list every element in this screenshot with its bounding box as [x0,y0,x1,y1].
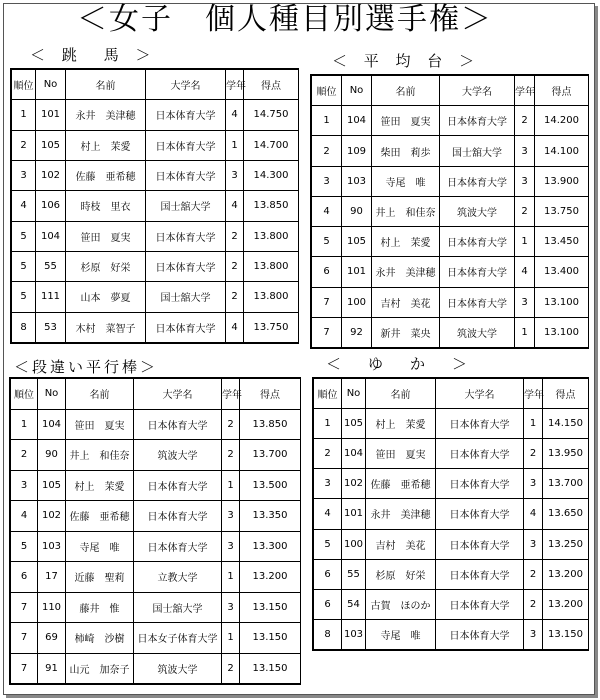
grade-cell: 1 [524,409,543,439]
university-cell: 日本体育大学 [146,251,226,281]
table-header-row [312,76,589,106]
table-row [314,619,589,649]
athlete-name-cell: 井上 和佳奈 [372,196,440,226]
scores-table [10,378,301,684]
results-table-bars [9,377,301,685]
grade-cell: 2 [515,106,535,136]
number-cell: 111 [36,282,66,312]
athlete-name-cell: 藤井 惟 [66,592,134,623]
table-row [312,106,589,136]
number-cell: 100 [342,287,372,317]
athlete-name-cell: 永井 美津穂 [372,257,440,287]
rank-cell: 5 [11,531,38,562]
score-cell: 13.150 [543,619,589,649]
university-cell: 日本体育大学 [134,531,222,562]
score-cell: 14.700 [244,130,299,160]
athlete-name-cell: 村上 茉愛 [372,227,440,257]
university-cell: 日本体育大学 [146,160,226,190]
number-cell: 92 [342,317,372,347]
score-cell: 13.950 [543,439,589,469]
score-cell: 13.700 [240,440,301,471]
rank-cell: 5 [312,227,342,257]
number-cell: 105 [38,470,66,501]
number-cell: 105 [342,227,372,257]
column-header-score: 得点 [543,379,589,409]
grade-cell: 2 [524,589,543,619]
table-row [312,196,589,226]
rank-cell: 4 [12,191,36,221]
number-cell: 105 [342,409,366,439]
university-cell: 日本体育大学 [436,559,524,589]
column-header-score: 得点 [240,379,301,410]
university-cell: 日本体育大学 [146,221,226,251]
athlete-name-cell: 時枝 里衣 [66,191,146,221]
table-row [314,499,589,529]
rank-cell: 1 [11,409,38,440]
score-cell: 13.350 [240,501,301,532]
table-row [11,501,301,532]
university-cell: 日本体育大学 [146,130,226,160]
event-title-beam: ＜ 平 均 台 ＞ [332,52,481,70]
number-cell: 104 [38,409,66,440]
score-cell: 13.900 [535,166,589,196]
rank-cell: 7 [11,623,38,654]
athlete-name-cell: 寺尾 唯 [66,531,134,562]
rank-cell: 2 [12,130,36,160]
score-cell: 13.100 [535,317,589,347]
university-cell: 日本体育大学 [134,470,222,501]
university-cell: 日本体育大学 [436,619,524,649]
rank-cell: 5 [12,282,36,312]
table-header-row [12,70,299,100]
number-cell: 101 [342,499,366,529]
column-header-athlete-name: 名前 [66,70,146,100]
rank-cell: 5 [12,251,36,281]
table-row [12,221,299,251]
rank-cell: 8 [314,619,342,649]
column-header-score: 得点 [244,70,299,100]
grade-cell: 1 [222,623,240,654]
rank-cell: 4 [11,501,38,532]
university-cell: 日本女子体育大学 [134,623,222,654]
number-cell: 100 [342,529,366,559]
score-cell: 13.250 [543,529,589,559]
grade-cell: 2 [222,440,240,471]
column-header-athlete-name: 名前 [366,379,436,409]
athlete-name-cell: 山元 加奈子 [66,653,134,684]
university-cell: 国士舘大学 [146,282,226,312]
number-cell: 55 [36,251,66,281]
score-cell: 13.100 [535,287,589,317]
grade-cell: 2 [226,221,244,251]
grade-cell: 1 [515,317,535,347]
grade-cell: 3 [524,529,543,559]
table-row [11,409,301,440]
grade-cell: 2 [515,196,535,226]
number-cell: 103 [342,166,372,196]
athlete-name-cell: 新井 菜央 [372,317,440,347]
score-cell: 13.450 [535,227,589,257]
rank-cell: 3 [312,166,342,196]
score-cell: 13.200 [240,562,301,593]
column-header-university: 大学名 [436,379,524,409]
athlete-name-cell: 杉原 好栄 [366,559,436,589]
score-cell: 13.150 [240,623,301,654]
column-header-rank: 順位 [312,76,342,106]
athlete-name-cell: 笹田 夏実 [66,221,146,251]
number-cell: 102 [38,501,66,532]
athlete-name-cell: 寺尾 唯 [372,166,440,196]
grade-cell: 4 [226,312,244,342]
score-cell: 13.150 [240,653,301,684]
grade-cell: 4 [226,191,244,221]
table-row [11,440,301,471]
table-row [314,439,589,469]
number-cell: 104 [342,439,366,469]
scores-table [311,75,589,348]
score-cell: 13.750 [535,196,589,226]
university-cell: 日本体育大学 [436,499,524,529]
athlete-name-cell: 吉村 美花 [366,529,436,559]
table-row [11,623,301,654]
athlete-name-cell: 山本 夢夏 [66,282,146,312]
university-cell: 国士舘大学 [146,191,226,221]
rank-cell: 7 [11,653,38,684]
grade-cell: 3 [515,287,535,317]
score-cell: 13.200 [543,559,589,589]
university-cell: 日本体育大学 [146,100,226,130]
event-title-floor: ＜ ゆ か ＞ [326,355,474,373]
rank-cell: 2 [11,440,38,471]
table-row [314,409,589,439]
university-cell: 筑波大学 [134,653,222,684]
column-header-grade: 学年 [226,70,244,100]
score-cell: 13.800 [244,221,299,251]
table-row [12,282,299,312]
university-cell: 筑波大学 [134,440,222,471]
athlete-name-cell: 近藤 聖莉 [66,562,134,593]
grade-cell: 2 [222,653,240,684]
table-row [11,562,301,593]
score-cell: 14.150 [543,409,589,439]
table-row [314,529,589,559]
number-cell: 104 [36,221,66,251]
grade-cell: 2 [524,559,543,589]
athlete-name-cell: 寺尾 唯 [366,619,436,649]
university-cell: 日本体育大学 [436,409,524,439]
university-cell: 日本体育大学 [440,106,515,136]
rank-cell: 7 [11,592,38,623]
university-cell: 筑波大学 [440,317,515,347]
column-header-rank: 順位 [314,379,342,409]
column-header-number: No [38,379,66,410]
grade-cell: 3 [515,136,535,166]
table-row [12,251,299,281]
table-row [312,317,589,347]
grade-cell: 3 [524,619,543,649]
university-cell: 筑波大学 [440,196,515,226]
university-cell: 日本体育大学 [440,166,515,196]
table-row [312,257,589,287]
grade-cell: 2 [226,282,244,312]
number-cell: 69 [38,623,66,654]
grade-cell: 3 [222,501,240,532]
table-row [12,100,299,130]
number-cell: 102 [36,160,66,190]
number-cell: 17 [38,562,66,593]
score-cell: 13.150 [240,592,301,623]
grade-cell: 3 [222,531,240,562]
athlete-name-cell: 柿崎 沙樹 [66,623,134,654]
athlete-name-cell: 佐藤 亜希穂 [366,469,436,499]
scores-table [313,378,589,650]
column-header-university: 大学名 [440,76,515,106]
number-cell: 101 [342,257,372,287]
grade-cell: 1 [222,562,240,593]
column-header-number: No [342,379,366,409]
grade-cell: 2 [222,409,240,440]
score-cell: 13.800 [244,251,299,281]
score-cell: 13.300 [240,531,301,562]
table-row [12,191,299,221]
rank-cell: 1 [12,100,36,130]
rank-cell: 2 [314,439,342,469]
athlete-name-cell: 村上 茉愛 [366,409,436,439]
grade-cell: 4 [524,499,543,529]
score-cell: 14.200 [535,106,589,136]
column-header-athlete-name: 名前 [66,379,134,410]
column-header-athlete-name: 名前 [372,76,440,106]
grade-cell: 3 [515,166,535,196]
score-cell: 13.850 [244,191,299,221]
column-header-grade: 学年 [222,379,240,410]
athlete-name-cell: 村上 茉愛 [66,130,146,160]
grade-cell: 2 [524,439,543,469]
page-title: ＜女子 個人種目別選手権＞ [77,2,493,37]
table-row [314,469,589,499]
rank-cell: 7 [312,317,342,347]
column-header-number: No [342,76,372,106]
university-cell: 日本体育大学 [436,529,524,559]
rank-cell: 3 [12,160,36,190]
university-cell: 国士舘大学 [134,592,222,623]
score-cell: 14.300 [244,160,299,190]
athlete-name-cell: 笹田 夏実 [66,409,134,440]
number-cell: 91 [38,653,66,684]
grade-cell: 1 [222,470,240,501]
table-row [312,227,589,257]
column-header-university: 大学名 [146,70,226,100]
column-header-university: 大学名 [134,379,222,410]
university-cell: 日本体育大学 [146,312,226,342]
number-cell: 90 [38,440,66,471]
table-row [312,287,589,317]
results-table-beam [310,74,589,349]
university-cell: 日本体育大学 [440,227,515,257]
number-cell: 110 [38,592,66,623]
table-header-row [11,379,301,410]
rank-cell: 6 [312,257,342,287]
athlete-name-cell: 永井 美津穂 [366,499,436,529]
table-row [11,531,301,562]
column-header-grade: 学年 [524,379,543,409]
number-cell: 105 [36,130,66,160]
university-cell: 国士舘大学 [440,136,515,166]
grade-cell: 3 [226,160,244,190]
column-header-score: 得点 [535,76,589,106]
rank-cell: 5 [314,529,342,559]
grade-cell: 1 [515,227,535,257]
table-row [11,592,301,623]
table-row [314,559,589,589]
athlete-name-cell: 佐藤 亜希穂 [66,160,146,190]
score-cell: 13.800 [244,282,299,312]
score-cell: 14.100 [535,136,589,166]
grade-cell: 2 [226,251,244,281]
university-cell: 日本体育大学 [134,501,222,532]
rank-cell: 1 [312,106,342,136]
athlete-name-cell: 古賀 ほのか [366,589,436,619]
athlete-name-cell: 笹田 夏実 [366,439,436,469]
rank-cell: 4 [312,196,342,226]
table-row [312,136,589,166]
score-cell: 13.500 [240,470,301,501]
rank-cell: 7 [312,287,342,317]
score-cell: 13.200 [543,589,589,619]
rank-cell: 3 [11,470,38,501]
score-cell: 13.750 [244,312,299,342]
university-cell: 日本体育大学 [440,287,515,317]
score-cell: 13.700 [543,469,589,499]
number-cell: 102 [342,469,366,499]
university-cell: 日本体育大学 [436,469,524,499]
number-cell: 104 [342,106,372,136]
results-table-vault [10,68,299,344]
university-cell: 日本体育大学 [436,589,524,619]
scores-table [11,69,299,343]
athlete-name-cell: 杉原 好栄 [66,251,146,281]
table-row [12,160,299,190]
number-cell: 101 [36,100,66,130]
column-header-rank: 順位 [12,70,36,100]
athlete-name-cell: 笹田 夏実 [372,106,440,136]
number-cell: 103 [38,531,66,562]
rank-cell: 1 [314,409,342,439]
event-title-bars: ＜段違い平行棒＞ [14,358,159,376]
grade-cell: 3 [222,592,240,623]
rank-cell: 2 [312,136,342,166]
table-row [312,166,589,196]
grade-cell: 1 [226,130,244,160]
table-header-row [314,379,589,409]
university-cell: 日本体育大学 [436,439,524,469]
results-table-floor [312,377,589,651]
grade-cell: 3 [524,469,543,499]
university-cell: 立教大学 [134,562,222,593]
grade-cell: 4 [515,257,535,287]
rank-cell: 5 [12,221,36,251]
athlete-name-cell: 佐藤 亜希穂 [66,501,134,532]
rank-cell: 4 [314,499,342,529]
athlete-name-cell: 柴田 莉歩 [372,136,440,166]
athlete-name-cell: 井上 和佳奈 [66,440,134,471]
athlete-name-cell: 吉村 美花 [372,287,440,317]
column-header-number: No [36,70,66,100]
score-cell: 14.750 [244,100,299,130]
number-cell: 90 [342,196,372,226]
column-header-grade: 学年 [515,76,535,106]
number-cell: 103 [342,619,366,649]
number-cell: 106 [36,191,66,221]
table-row [314,589,589,619]
table-row [11,470,301,501]
table-row [12,312,299,342]
grade-cell: 4 [226,100,244,130]
number-cell: 54 [342,589,366,619]
athlete-name-cell: 木村 菜智子 [66,312,146,342]
rank-cell: 6 [314,559,342,589]
athlete-name-cell: 永井 美津穂 [66,100,146,130]
number-cell: 53 [36,312,66,342]
rank-cell: 6 [314,589,342,619]
table-row [11,653,301,684]
table-row [12,130,299,160]
number-cell: 109 [342,136,372,166]
number-cell: 55 [342,559,366,589]
rank-cell: 3 [314,469,342,499]
rank-cell: 6 [11,562,38,593]
university-cell: 日本体育大学 [134,409,222,440]
rank-cell: 8 [12,312,36,342]
score-cell: 13.650 [543,499,589,529]
score-cell: 13.400 [535,257,589,287]
athlete-name-cell: 村上 茉愛 [66,470,134,501]
column-header-rank: 順位 [11,379,38,410]
score-cell: 13.850 [240,409,301,440]
event-title-vault: ＜ 跳 馬 ＞ [30,46,157,64]
university-cell: 日本体育大学 [440,257,515,287]
